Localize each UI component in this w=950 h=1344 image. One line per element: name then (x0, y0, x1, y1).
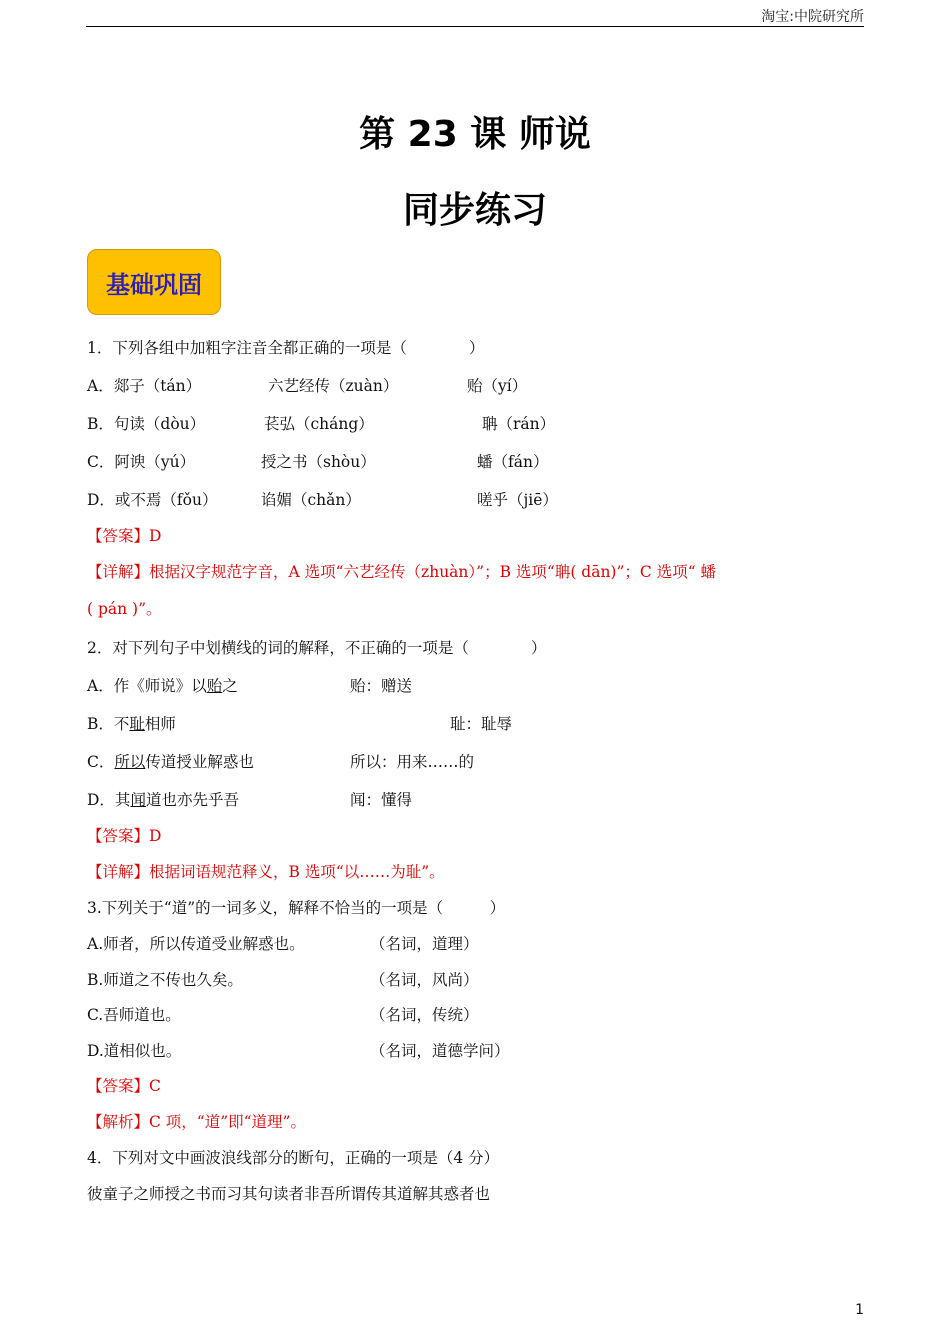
q2-option-b: B．不耻相师 (87, 715, 176, 733)
header-divider (86, 26, 864, 27)
q1-option-a-2: 六艺经传（zuàn） (268, 377, 399, 395)
underlined-word: 闻 (130, 791, 146, 809)
q2-option-d: D．其闻道也亦先乎吾 (87, 791, 239, 809)
q1-option-b-3: 聃（rán） (482, 415, 556, 433)
q1-answer: 【答案】D (87, 527, 162, 545)
q3-gloss-a: （名词，道理） (370, 935, 479, 953)
q3-gloss-c: （名词，传统） (370, 1006, 479, 1024)
header-source-tag: 淘宝:中院研究所 (761, 9, 864, 25)
q4-passage: 彼童子之师授之书而习其句读者非吾所谓传其道解其惑者也 (87, 1185, 491, 1203)
lesson-title: 第 23 课 师说 (359, 114, 591, 155)
q2-gloss-d: 闻：懂得 (350, 791, 413, 809)
q3-answer: 【答案】C (87, 1077, 161, 1095)
lesson-subtitle: 同步练习 (402, 190, 547, 231)
underlined-word: 所以 (114, 753, 146, 771)
q2-option-a: A．作《师说》以贻之 (87, 677, 238, 695)
q1-option-d-2: 谄媚（chǎn） (261, 491, 361, 509)
q3-stem: 3.下列关于“道”的一词多义，解释不恰当的一项是（ ） (87, 899, 506, 917)
q3-gloss-d: （名词，道德学问） (370, 1042, 510, 1060)
q3-option-c: C.吾师道也。 (87, 1006, 181, 1024)
q1-option-c-3: 蟠（fán） (477, 453, 549, 471)
q3-option-d: D.道相似也。 (87, 1042, 182, 1060)
q2-explanation: 【详解】根据词语规范释义，B 选项“以……为耻”。 (87, 863, 445, 881)
q2-gloss-a: 贻：赠送 (350, 677, 413, 695)
q1-option-b-2: 苌弘（cháng） (264, 415, 374, 433)
q1-option-d-3: 嗟乎（jiē） (477, 491, 558, 509)
q2-option-c: C．所以传道授业解惑也 (87, 753, 254, 771)
q3-option-a: A.师者，所以传道受业解惑也。 (87, 935, 305, 953)
q2-stem: 2．对下列句子中划横线的词的解释，不正确的一项是（ ） (87, 639, 547, 657)
q1-option-d-1: D．或不焉（fǒu） (87, 491, 218, 509)
q3-option-b: B.师道之不传也久矣。 (87, 971, 243, 989)
q1-explanation-cont: ( pán )”。 (87, 600, 162, 618)
q2-answer: 【答案】D (87, 827, 162, 845)
q2-gloss-c: 所以：用来……的 (350, 753, 475, 771)
q1-option-b-1: B．句读（dòu） (87, 415, 206, 433)
section-badge: 基础巩固 (87, 249, 221, 315)
q1-option-a-3: 贻（yí） (467, 377, 528, 395)
q3-explanation: 【解析】C 项，“道”即“道理”。 (87, 1113, 306, 1131)
underlined-word: 耻 (129, 715, 145, 733)
q2-gloss-b: 耻：耻辱 (450, 715, 513, 733)
q1-explanation: 【详解】根据汉字规范字音，A 选项“六艺经传（zhuàn）”；B 选项“聃( dān)”；C 选项“ 蟠 (87, 563, 717, 581)
q1-stem: 1．下列各组中加粗字注音全都正确的一项是（ ） (87, 339, 485, 357)
page-number: 1 (855, 1302, 864, 1318)
q3-gloss-b: （名词，风尚） (370, 971, 479, 989)
q1-option-a-1: A．郯子（tán） (87, 377, 202, 395)
q1-option-c-2: 授之书（shòu） (261, 453, 376, 471)
q1-option-c-1: C．阿谀（yú） (87, 453, 196, 471)
q4-stem: 4．下列对文中画波浪线部分的断句，正确的一项是（4 分） (87, 1149, 500, 1167)
underlined-word: 贻 (206, 677, 223, 695)
